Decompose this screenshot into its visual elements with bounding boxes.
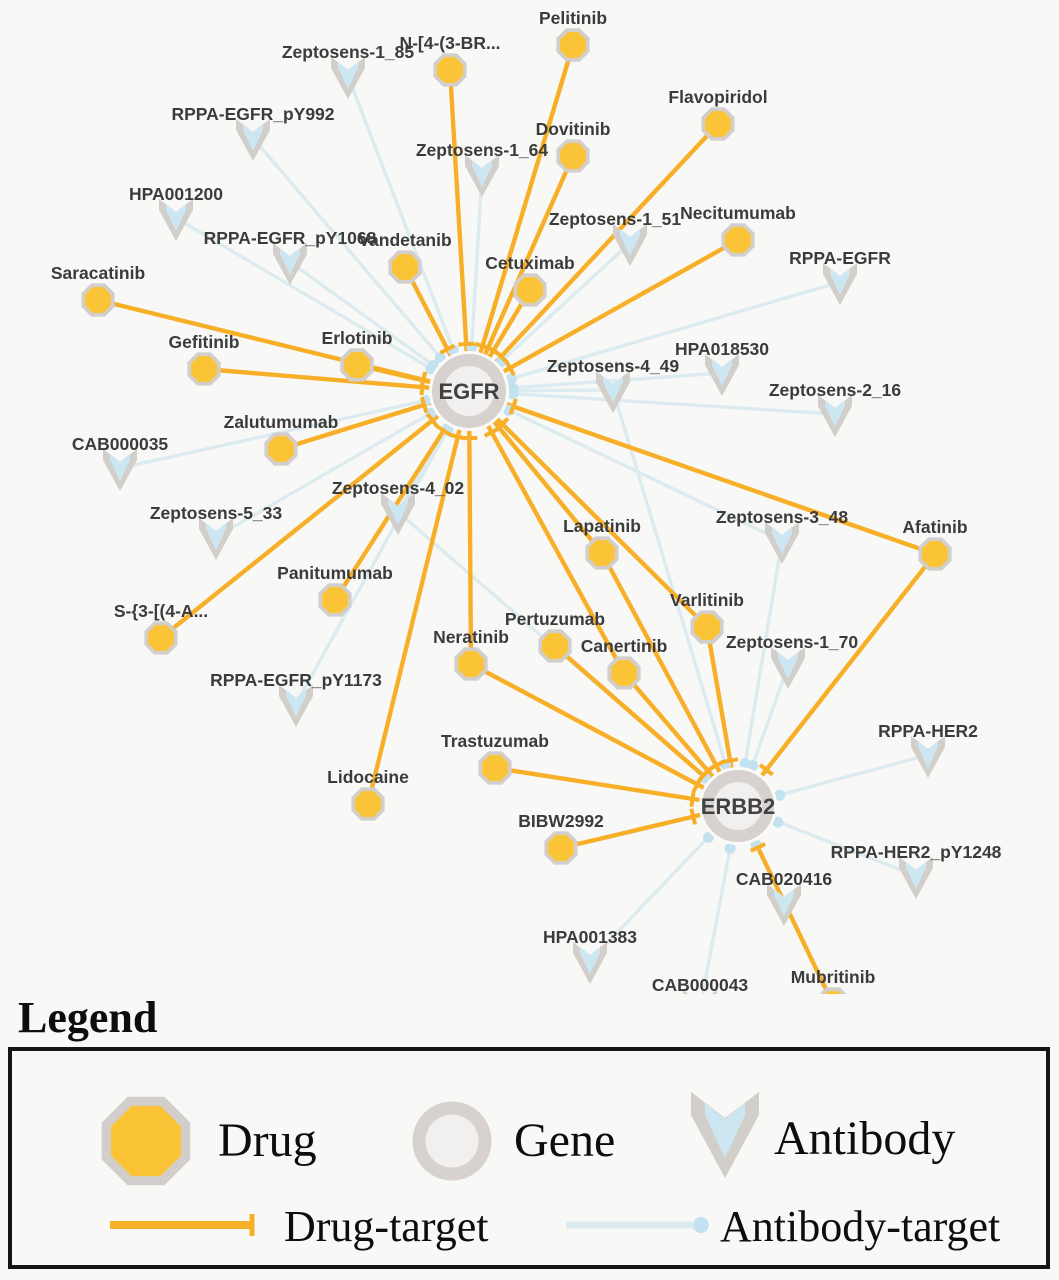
legend-antibody-target-label: Antibody-target [720, 1202, 1001, 1251]
drug-node-label: Flavopiridol [668, 87, 768, 107]
drug-node-label: Gefitinib [168, 332, 240, 352]
drug-node-afatinib[interactable] [918, 537, 951, 570]
antibody-node-zeptosens-5-33[interactable] [199, 518, 233, 560]
drug-legend-icon [96, 1091, 196, 1191]
drug-node-pelitinib[interactable] [556, 28, 589, 61]
drug-node-label: Cetuximab [485, 253, 575, 273]
legend-gene-label: Gene [514, 1114, 616, 1167]
drug-edge-tee-head [691, 809, 695, 825]
antibody-node-rppa-egfr-py992[interactable] [236, 119, 270, 161]
drug-node-label: Pelitinib [538, 8, 608, 28]
antibody-node-label: CAB000035 [71, 434, 169, 454]
antibody-node-zeptosens-1-64[interactable] [465, 155, 499, 197]
drug-target-edge-icon [104, 1211, 274, 1239]
drug-node-label: Erlotinib [321, 328, 393, 348]
antibody-node-cab000035[interactable] [103, 449, 137, 491]
drug-node-label: Canertinib [580, 636, 668, 656]
legend-drug-label: Drug [218, 1114, 317, 1167]
drug-edge-tee-head [458, 344, 474, 345]
drug-node-lapatinib[interactable] [585, 536, 618, 569]
antibody-target-edge-icon [560, 1211, 720, 1239]
drug-node-label: Neratinib [433, 627, 509, 647]
gene-legend-icon [406, 1095, 498, 1187]
drug-node-dovitinib[interactable] [556, 139, 589, 172]
drug-node-s-3-4-a[interactable] [144, 621, 177, 654]
antibody-edge-endpoint-dot [507, 388, 518, 399]
drug-node-label: Dovitinib [535, 119, 611, 139]
drug-node-flavopiridol[interactable] [701, 107, 734, 140]
antibody-node-label: Zeptosens-1_51 [548, 209, 682, 229]
gene-node-label: EGFR [438, 379, 500, 404]
antibody-node-label: HPA001200 [128, 184, 224, 204]
antibody-node-zeptosens-1-85[interactable] [331, 57, 365, 99]
drug-node-label: S-{3-[(4-A... [113, 601, 209, 621]
drug-node-n-4-3-br[interactable] [433, 53, 466, 86]
antibody-node-label: CAB020416 [735, 869, 833, 889]
gene-node-erbb2[interactable] [699, 767, 777, 845]
drug-node-trastuzumab[interactable] [478, 751, 511, 784]
drug-node-saracatinib[interactable] [81, 283, 114, 316]
drug-node-lidocaine[interactable] [351, 787, 384, 820]
drug-node-bibw2992[interactable] [544, 831, 577, 864]
antibody-legend-icon [680, 1081, 770, 1191]
antibody-node-label: CAB000043 [651, 975, 749, 994]
legend-box [8, 1047, 1050, 1269]
antibody-node-label: Zeptosens-1_85 [281, 42, 415, 62]
drug-target-edge [469, 391, 935, 554]
gene-node-label: ERBB2 [700, 794, 776, 819]
drug-node-label: N-[4-(3-BR... [399, 33, 501, 53]
antibody-node-label: Zeptosens-2_16 [768, 380, 902, 400]
drug-node-erlotinib[interactable] [340, 348, 373, 381]
drug-node-panitumumab[interactable] [318, 583, 351, 616]
drug-node-label: Panitumumab [277, 563, 393, 583]
drug-node-label: Lapatinib [563, 516, 641, 536]
antibody-node-zeptosens-2-16[interactable] [818, 395, 852, 437]
antibody-node-label: RPPA-EGFR_pY992 [171, 104, 335, 124]
drug-edge-tee-head [722, 759, 738, 762]
antibody-node-zeptosens-1-51[interactable] [613, 224, 647, 266]
antibody-node-label: Zeptosens-5_33 [149, 503, 283, 523]
drug-node-label: Afatinib [902, 517, 968, 537]
drug-node-label: Mubritinib [790, 967, 876, 987]
drug-node-pertuzumab[interactable] [538, 629, 571, 662]
antibody-node-label: RPPA-HER2_pY1248 [830, 842, 1002, 862]
antibody-node-zeptosens-3-48[interactable] [765, 522, 799, 564]
antibody-node-hpa001383[interactable] [573, 942, 607, 984]
antibody-node-label: Zeptosens-1_64 [415, 140, 549, 160]
antibody-node-rppa-egfr-py1173[interactable] [279, 685, 313, 727]
drug-node-label: Varlitinib [670, 590, 744, 610]
drug-edge-tee-head [450, 435, 466, 439]
antibody-node-label: Zeptosens-3_48 [715, 507, 849, 527]
antibody-node-cab020416[interactable] [767, 884, 801, 926]
drug-node-mubritinib[interactable] [816, 987, 849, 994]
drug-node-label: Pertuzumab [504, 609, 606, 629]
drug-node-label: Saracatinib [50, 263, 146, 283]
antibody-node-label: Zeptosens-4_02 [331, 478, 465, 498]
antibody-node-label: RPPA-EGFR_pY1173 [210, 670, 382, 690]
drug-node-label: Trastuzumab [441, 731, 549, 751]
drug-node-vandetanib[interactable] [388, 250, 421, 283]
legend-title: Legend [18, 993, 158, 1042]
drug-node-zalutumumab[interactable] [264, 432, 297, 465]
antibody-node-label: HPA018530 [674, 339, 770, 359]
drug-node-label: Zalutumumab [223, 412, 339, 432]
antibody-node-label: HPA001383 [542, 927, 638, 947]
antibody-node-zeptosens-1-70[interactable] [771, 647, 805, 689]
drug-node-label: BIBW2992 [518, 811, 604, 831]
drug-node-label: Necitumumab [680, 203, 796, 223]
drug-node-necitumumab[interactable] [721, 223, 754, 256]
legend-drug-target-label: Drug-target [284, 1202, 489, 1251]
drug-node-label: Vandetanib [358, 230, 452, 250]
antibody-node-rppa-her2-py1248[interactable] [899, 857, 933, 899]
antibody-node-zeptosens-4-49[interactable] [596, 371, 630, 413]
legend-antibody-label: Antibody [774, 1112, 956, 1165]
drug-node-gefitinib[interactable] [187, 352, 220, 385]
antibody-node-hpa001200[interactable] [159, 199, 193, 241]
drug-node-canertinib[interactable] [607, 656, 640, 689]
drug-edge-tee-head [691, 791, 693, 807]
drug-node-label: Lidocaine [327, 767, 409, 787]
gene-node-egfr[interactable] [429, 351, 509, 431]
drug-node-neratinib[interactable] [454, 647, 487, 680]
drug-node-varlitinib[interactable] [690, 610, 723, 643]
node-labels [51, 8, 1002, 994]
antibody-node-label: RPPA-HER2 [878, 721, 978, 741]
drug-target-edge [469, 391, 471, 664]
antibody-node-label: RPPA-EGFR [789, 248, 891, 268]
antibody-node-label: Zeptosens-4_49 [546, 356, 680, 376]
drug-node-cetuximab[interactable] [513, 273, 546, 306]
antibody-node-label: RPPA-EGFR_pY1068 [203, 228, 377, 248]
antibody-node-label: Zeptosens-1_70 [725, 632, 859, 652]
